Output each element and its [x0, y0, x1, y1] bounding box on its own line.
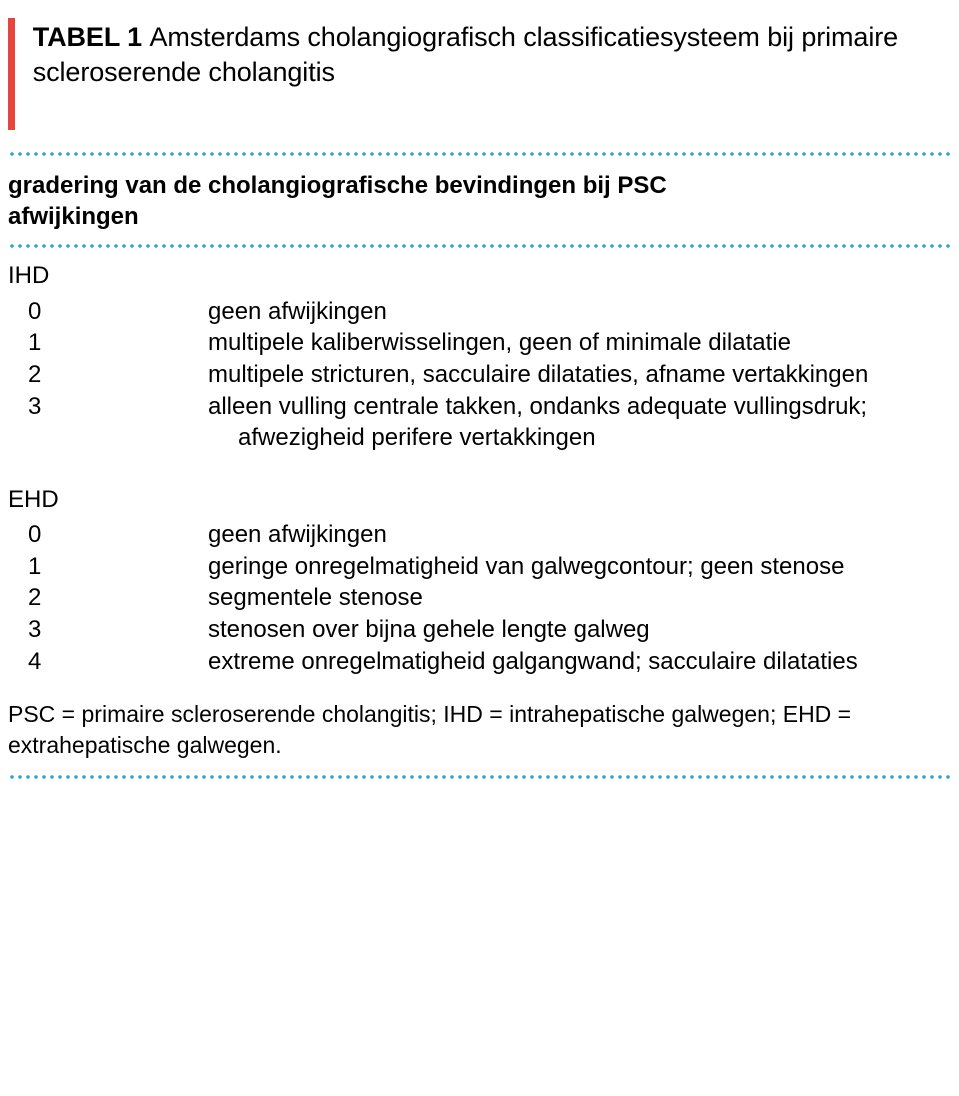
grade-value: 3 [28, 616, 42, 644]
accent-bar [8, 18, 15, 130]
grade-description: stenosen over bijna gehele lengte galweg [208, 616, 650, 644]
table-row [8, 551, 951, 583]
column-header-gradering: gradering van de afwijkingen [8, 172, 202, 231]
page-title [33, 18, 951, 89]
table-row [8, 359, 951, 391]
table-row [8, 646, 951, 678]
grade-description: multipele kaliberwisselingen, geen of minimale dilatatie [208, 329, 791, 357]
table-row [8, 327, 951, 359]
grade-description: geen afwijkingen [208, 521, 387, 549]
grade-description: alleen vulling centrale takken, ondanks adequate vullingsdruk; afwezigheid perifere vertakkingen [208, 392, 868, 452]
grade-description: geen afwijkingen [208, 297, 387, 325]
grade-description: geringe onregelmatigheid van galwegcontour; geen stenose [208, 552, 845, 580]
divider-bottom [8, 775, 951, 779]
table-title-row [8, 0, 951, 130]
table-footnote: PSC = primaire scleroserende cholangitis; IHD = intrahepatische galwegen; EHD = extrahepatische galwegen. [8, 701, 852, 759]
table-title: Amsterdams cholangiografisch classificatiesysteem bij primaire scleroserende cholangitis [32, 22, 899, 87]
table-label: TABEL 1 [32, 22, 143, 52]
grade-value: 0 [28, 297, 42, 325]
group-label-ehd: EHD [8, 485, 59, 513]
grade-description: multipele stricturen, sacculaire dilataties, afname vertakkingen [208, 360, 869, 388]
grade-value: 2 [28, 360, 42, 388]
group-spacer [8, 454, 951, 484]
table-header-row [8, 156, 951, 238]
table-row [8, 519, 951, 551]
grade-value: 2 [28, 584, 42, 612]
grade-value: 4 [28, 647, 42, 675]
table-row [8, 614, 951, 646]
table-row [8, 582, 951, 614]
table-row [8, 391, 951, 454]
grade-value: 0 [28, 521, 42, 549]
grade-value: 1 [28, 552, 42, 580]
grade-value: 1 [28, 329, 42, 357]
table-body [8, 248, 951, 677]
grade-description: extreme onregelmatigheid galgangwand; sacculaire dilataties [208, 647, 858, 675]
grade-value: 3 [28, 392, 42, 420]
grade-description: segmentele stenose [208, 584, 423, 612]
group-label-ihd: IHD [8, 262, 50, 290]
column-header-bevindingen: cholangiografische bevindingen bij PSC [208, 172, 667, 199]
table-row [8, 296, 951, 328]
